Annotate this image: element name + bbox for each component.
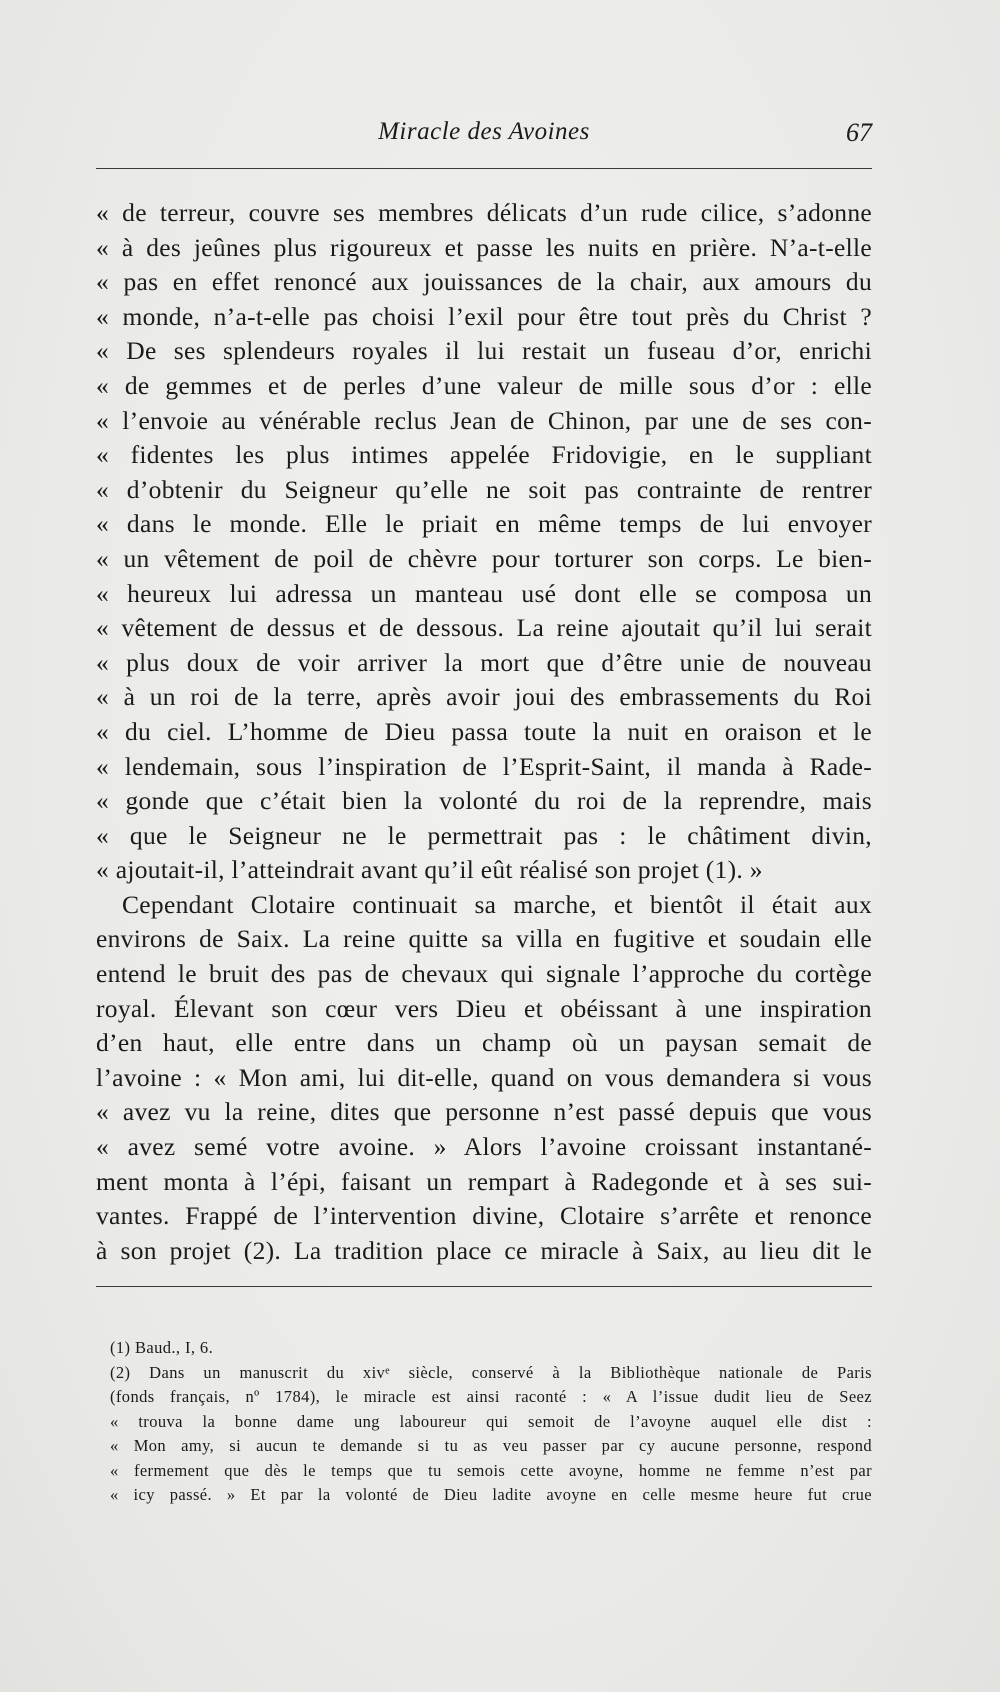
- text-line: « ajoutait-il, l’atteindrait avant qu’il eût réalisé son projet (1). »: [96, 855, 763, 885]
- text-line: « avez vu la reine, dites que personne n’est passé depuis que vous: [96, 1097, 872, 1127]
- footnote-line: (1) Baud., I, 6.: [110, 1338, 214, 1357]
- header-rule: [96, 168, 872, 169]
- footnote-line: « trouva la bonne dame ung laboureur qui semoit de l’avoyne auquel elle dist :: [110, 1411, 872, 1431]
- text-line: « lendemain, sous l’inspiration de l’Esprit-Saint, il manda à Rade-: [96, 751, 872, 781]
- footnote-rule: [96, 1286, 872, 1287]
- running-head: [96, 118, 872, 158]
- text-line: à son projet (2). La tradition place ce miracle à Saix, au lieu dit le: [96, 1235, 872, 1265]
- text-line: « du ciel. L’homme de Dieu passa toute la nuit en oraison et le: [96, 716, 872, 746]
- text-line: « l’envoie au vénérable reclus Jean de Chinon, par une de ses con-: [96, 405, 872, 435]
- text-line: « de terreur, couvre ses membres délicats d’un rude cilice, s’adonne: [96, 198, 872, 227]
- paragraph-start-line: Cependant Clotaire continuait sa marche, et bientôt il était aux: [122, 889, 872, 919]
- text-line: « vêtement de dessus et de dessous. La reine ajoutait qu’il lui serait: [96, 613, 872, 643]
- footnote-line: « Mon amy, si aucun te demande si tu as veu passer par cy aucune personne, respond: [110, 1436, 872, 1455]
- text-line: « pas en effet renoncé aux jouissances de la chair, aux amours du: [96, 267, 872, 297]
- text-line: « heureux lui adressa un manteau usé dont elle se composa un: [96, 578, 872, 608]
- text-line: environs de Saix. La reine quitte sa villa en fugitive et soudain elle: [96, 924, 872, 954]
- main-text: [96, 196, 872, 1268]
- text-line: entend le bruit des pas de chevaux qui signale l’approche du cortège: [96, 959, 872, 989]
- footnote-line: (fonds français, nº 1784), le miracle est ainsi raconté : « A l’issue dudit lieu de Seez: [110, 1387, 872, 1406]
- text-line: « de gemmes et de perles d’une valeur de mille sous d’or : elle: [96, 370, 872, 400]
- text-line: « gonde que c’était bien la volonté du roi de la reprendre, mais: [96, 786, 872, 816]
- text-line: « un vêtement de poil de chèvre pour torturer son corps. Le bien-: [96, 543, 872, 573]
- page-number: 67: [846, 118, 872, 147]
- text-line: « à un roi de la terre, après avoir joui des embrassements du Roi: [96, 682, 872, 712]
- text-line: l’avoine : « Mon ami, lui dit-elle, quand on vous demandera si vous: [96, 1062, 872, 1092]
- text-line: « à des jeûnes plus rigoureux et passe les nuits en prière. N’a-t-elle: [96, 232, 872, 262]
- text-line: « monde, n’a-t-elle pas choisi l’exil pour être tout près du Christ ?: [96, 301, 872, 331]
- footnotes: [110, 1336, 872, 1508]
- text-line: royal. Élevant son cœur vers Dieu et obéissant à une inspiration: [96, 993, 872, 1023]
- text-line: « De ses splendeurs royales il lui restait un fuseau d’or, enrichi: [96, 336, 872, 366]
- running-title: Miracle des Avoines: [378, 118, 590, 145]
- footnote-line: (2) Dans un manuscrit du xivᵉ siècle, conservé à la Bibliothèque nationale de Paris: [110, 1362, 872, 1382]
- text-line: « que le Seigneur ne le permettrait pas : le châtiment divin,: [96, 820, 872, 850]
- text-line: ment monta à l’épi, faisant un rempart à Radegonde et à ses sui-: [96, 1166, 872, 1196]
- text-line: vantes. Frappé de l’intervention divine, Clotaire s’arrête et renonce: [96, 1201, 872, 1231]
- text-line: « fidentes les plus intimes appelée Fridovigie, en le suppliant: [96, 440, 872, 470]
- footnote-line: « icy passé. » Et par la volonté de Dieu ladite avoyne en celle mesme heure fut crue: [110, 1485, 872, 1504]
- text-line: « plus doux de voir arriver la mort que d’être unie de nouveau: [96, 647, 872, 677]
- text-line: « avez semé votre avoine. » Alors l’avoine croissant instantané-: [96, 1132, 872, 1162]
- text-line: d’en haut, elle entre dans un champ où un paysan semait de: [96, 1028, 872, 1058]
- footnote-line: « fermement que dès le temps que tu semois cette avoyne, homme ne femme n’est par: [110, 1460, 872, 1480]
- text-line: « d’obtenir du Seigneur qu’elle ne soit pas contrainte de rentrer: [96, 474, 872, 504]
- text-line: « dans le monde. Elle le priait en même temps de lui envoyer: [96, 509, 872, 539]
